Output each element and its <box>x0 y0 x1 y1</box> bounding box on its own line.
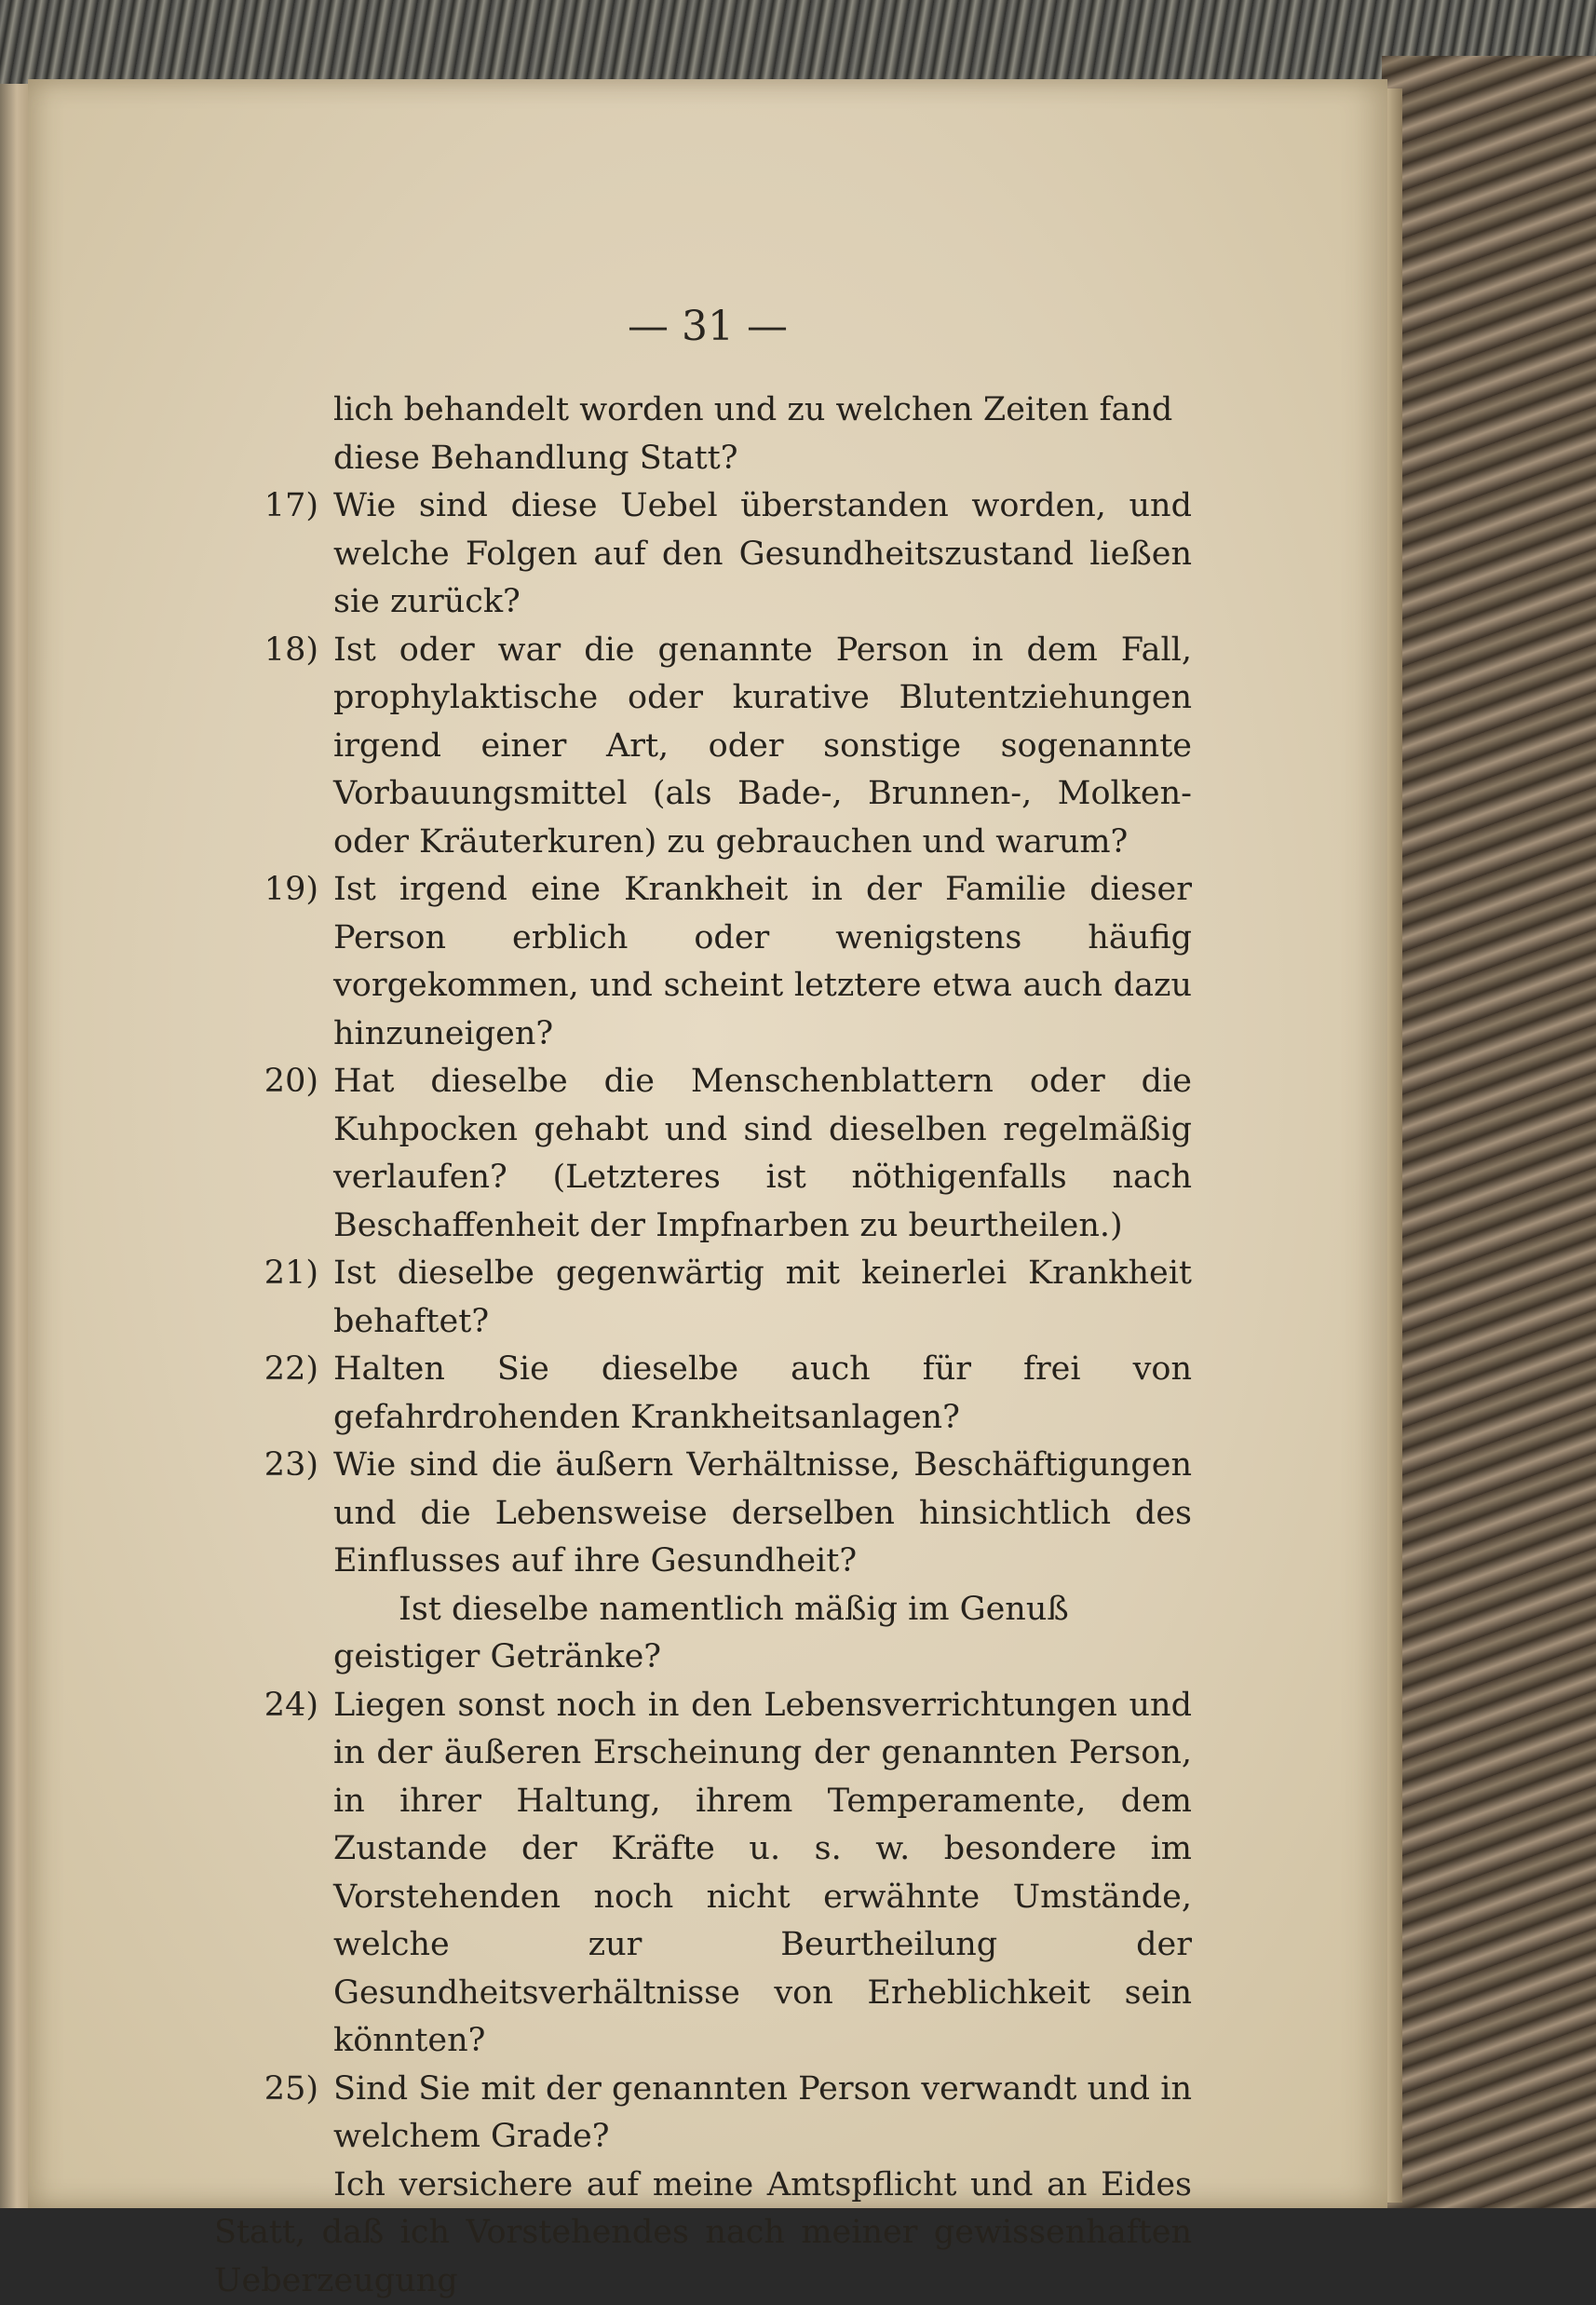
question-number: 20) <box>214 1058 318 1106</box>
page-body <box>214 386 1192 2305</box>
left-page-edge <box>0 84 28 2208</box>
question-number: 22) <box>214 1346 318 1394</box>
question-number: 18) <box>214 627 318 675</box>
question-item <box>214 1682 1192 2066</box>
page-number: — 31 — <box>28 303 1387 350</box>
question-text: Hat dieselbe die Menschenblattern oder die Kuhpocken gehabt und sind dieselben regelmäßig verlaufen? (Letzteres ist nöthigenfalls nach Beschaffenheit der Impfnarben zu beurtheilen.) <box>333 1063 1192 1244</box>
question-text: Ist irgend eine Krankheit in der Familie dieser Person erblich oder wenigstens häufig vorgekommen, und scheint letztere etwa auch dazu hinzuneigen? <box>333 871 1192 1052</box>
question-number: 23) <box>214 1442 318 1490</box>
question-text: Liegen sonst noch in den Lebensverrichtungen und in der äußeren Erscheinung der genannten Person, in ihrer Haltung, ihrem Temperamente, dem Zustande der Kräfte u. s. w. besondere im Vorstehenden noch nicht erwähnte Umstände, welche zur Beurtheilung der Gesundheitsverhältnisse von Erheblichkeit sein könnten? <box>333 1687 1192 2060</box>
question-item <box>214 482 1192 627</box>
question-number: 19) <box>214 866 318 915</box>
question-text: Wie sind diese Uebel überstanden worden, und welche Folgen auf den Gesundheitszustand ließen sie zurück? <box>333 487 1192 620</box>
question-number: 25) <box>214 2066 318 2114</box>
question-number: 21) <box>214 1250 318 1298</box>
question-text: Ist oder war die genannte Person in dem Fall, prophylaktische oder kurative Blutentziehungen irgend einer Art, oder sonstige sogenannte Vorbauungsmittel (als Bade-, Brunnen-, Molken- oder Kräuterkuren) zu gebrauchen und warum? <box>333 631 1192 861</box>
question-item <box>214 1250 1192 1346</box>
question-text: Wie sind die äußern Verhältnisse, Beschäftigungen und die Lebensweise derselben hinsichtlich des Einflusses auf ihre Gesundheit? <box>333 1446 1192 1580</box>
intro-line: lich behandelt worden und zu welchen Zeiten fand diese Behandlung Statt? <box>214 386 1192 482</box>
question-text: Ist dieselbe gegenwärtig mit keinerlei Krankheit behaftet? <box>333 1254 1192 1340</box>
question-number: 17) <box>214 482 318 531</box>
marbled-cover <box>1382 56 1596 2208</box>
question-item <box>214 1346 1192 1442</box>
question-item <box>214 866 1192 1058</box>
book-page <box>28 79 1387 2208</box>
page-stack-edge <box>1387 88 1402 2203</box>
question-item <box>214 627 1192 867</box>
question-text: Sind Sie mit der genannten Person verwandt und in welchem Grade? <box>333 2070 1192 2156</box>
closing-declaration: Ich versichere auf meine Amtspflicht und an Eides Statt, daß ich Vorstehendes nach meiner gewissenhaften Ueberzeugung <box>214 2162 1192 2305</box>
question-item <box>214 1442 1192 1586</box>
question-number: 24) <box>214 1682 318 1730</box>
question-subparagraph: Ist dieselbe namentlich mäßig im Genuß geistiger Getränke? <box>214 1586 1192 1682</box>
question-item <box>214 2066 1192 2162</box>
question-item <box>214 1058 1192 1250</box>
question-text: Halten Sie dieselbe auch für frei von gefahrdrohenden Krankheitsanlagen? <box>333 1350 1192 1436</box>
